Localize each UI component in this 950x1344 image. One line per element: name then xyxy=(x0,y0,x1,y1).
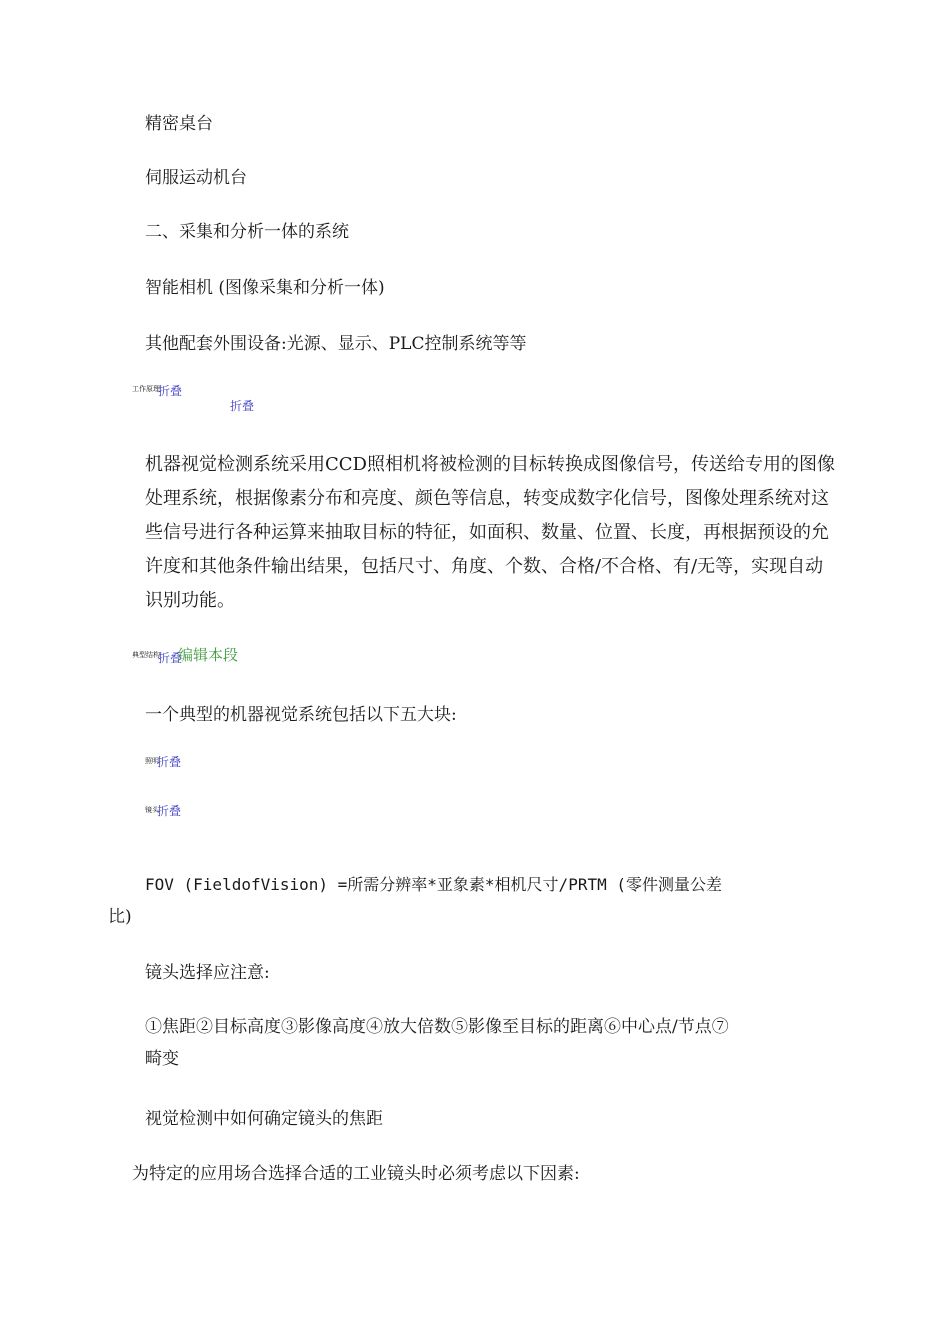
paragraph-working-principle: 机器视觉检测系统采用CCD照相机将被检测的目标转换成图像信号，传送给专用的图像处理系统，根据像素分布和亮度、颜色等信息，转变成数字化信号，图像处理系统对这些信号进行各种运算来抽取目标的特征，如面积、数量、位置、长度，再根据预设的允许度和其他条件输出结果，包括尺寸、角度、个数、合格/不合格、有/无等，实现自动识别功能。 xyxy=(145,454,835,611)
focal-length-intro: 为特定的应用场合选择合适的工业镜头时必须考虑以下因素: xyxy=(132,1164,580,1184)
focal-length-heading: 视觉检测中如何确定镜头的焦距 xyxy=(145,1109,383,1129)
fold-link[interactable]: 折叠 xyxy=(158,651,183,665)
fov-formula: FOV (FieldofVision) =所需分辨率*亚象素*相机尺寸/PRTM (零件测量公差 xyxy=(145,875,722,894)
fold-link[interactable]: 折叠 xyxy=(158,384,183,398)
edit-section-link[interactable]: 编辑本段 xyxy=(178,646,239,664)
fold-link[interactable]: 折叠 xyxy=(157,804,182,818)
section-heading-structure: 典型结构 xyxy=(132,651,160,659)
text-line: 二、采集和分析一体的系统 xyxy=(145,222,349,242)
text-line: 智能相机 (图像采集和分析一体) xyxy=(145,278,385,298)
fold-link[interactable]: 折叠 xyxy=(157,755,182,769)
lens-note-title: 镜头选择应注意: xyxy=(145,963,270,983)
fov-formula-continued: 比) xyxy=(108,907,132,927)
text-line: 精密桌台 xyxy=(145,114,213,134)
section-heading-lens: 镜头 xyxy=(145,806,159,814)
text-line: 伺服运动机台 xyxy=(145,168,247,188)
fold-link[interactable]: 折叠 xyxy=(230,399,255,413)
section-heading-working: 工作原理 xyxy=(132,385,160,393)
section-heading-lighting: 照明 xyxy=(145,757,159,765)
lens-note-list-continued: 畸变 xyxy=(145,1049,179,1069)
lens-note-list: ①焦距②目标高度③影像高度④放大倍数⑤影像至目标的距离⑥中心点/节点⑦ xyxy=(145,1017,729,1037)
structure-intro: 一个典型的机器视觉系统包括以下五大块: xyxy=(145,705,457,725)
text-line: 其他配套外围设备:光源、显示、PLC控制系统等等 xyxy=(145,334,527,354)
